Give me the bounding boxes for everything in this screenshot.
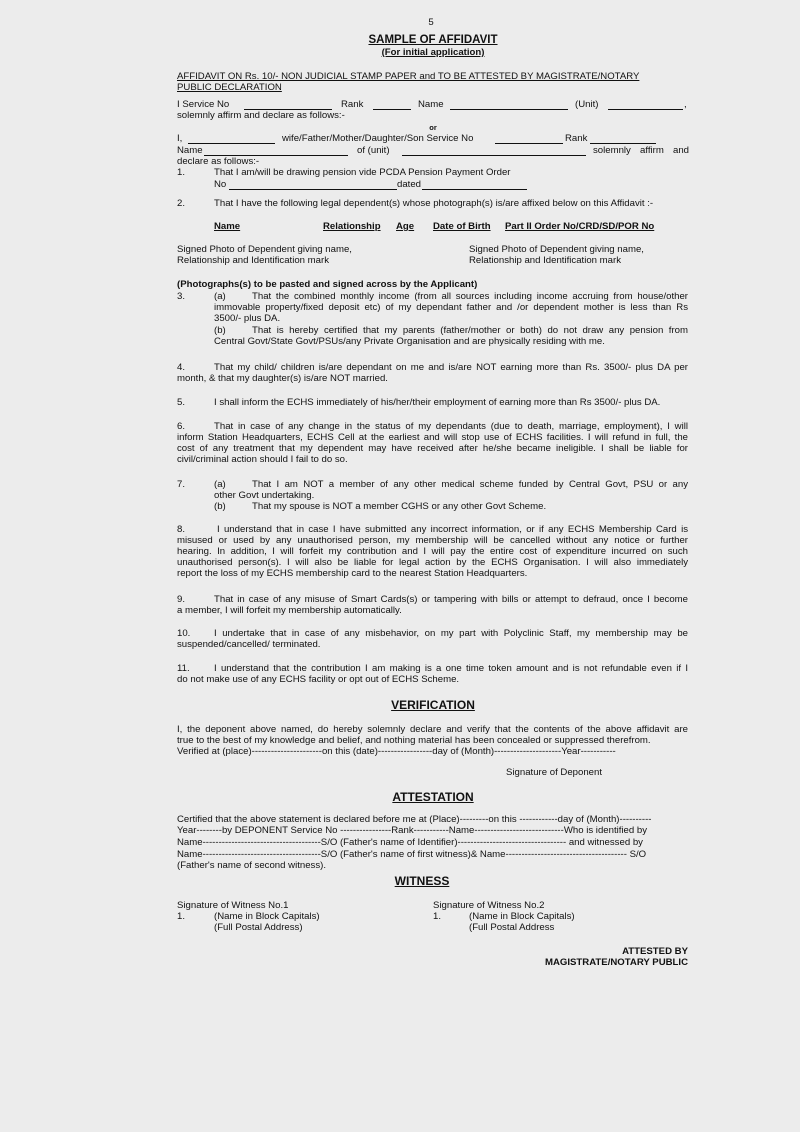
verification-text-2: true to the best of my knowledge and belief, and nothing material has been concealed or suppressed therefrom. (177, 735, 651, 746)
col-header-name: Name (214, 221, 241, 232)
deponent-signature-label: Signature of Deponent (506, 767, 603, 778)
photo-right-caption-1: Signed Photo of Dependent giving name, (469, 244, 644, 255)
attestation-text-4: Name-------------------------------------S/O (Father's name of first witness)& Name-------------------------------------- S/O (177, 849, 647, 860)
para-9-number: 9. (177, 594, 186, 605)
name-label: Name (418, 99, 444, 110)
para-1-number: 1. (177, 167, 186, 178)
verification-text-3: Verified at (place)----------------------on this (date)-----------------day of (Month)---------------------Year----------- (177, 746, 616, 757)
or-separator: or (429, 123, 437, 132)
para-8-text-4: unauthorised person(s). I will also be liable for legal action by the ECHS Organisation. I will also immediately (177, 557, 688, 568)
para-11-text-2: do not make use of any ECHS facility or opt out of ECHS Scheme. (177, 674, 460, 685)
i-label: I, (177, 133, 183, 144)
para-7a-label: (a) (214, 479, 226, 490)
para-4-text-2: month, & that my daughter(s) is/are NOT married. (177, 373, 388, 384)
para-8-number: 8. (177, 524, 186, 535)
para-3a-text-1: That the combined monthly income (from all sources including income accruing from house/other (252, 291, 688, 302)
public-declaration-line: PUBLIC DECLARATION (177, 82, 282, 93)
col-header-dob: Date of Birth (433, 221, 491, 232)
para-4-number: 4. (177, 362, 186, 373)
para-6-text-3: cost of any treatment that my dependent may have received after he/she became ineligible. I shall be liable for (177, 443, 688, 454)
para-9-text-2: a member, I will forfeit my membership automatically. (177, 605, 402, 616)
para-7a-text-1: That I am NOT a member of any other medical scheme funded by Central Govt, PSU or any (252, 479, 688, 490)
photo-right-caption-2: Relationship and Identification mark (469, 255, 621, 266)
of-unit-label: of (unit) (357, 145, 390, 156)
col-header-age: Age (396, 221, 415, 232)
para-3a-text-3: 3500/- plus DA. (214, 313, 281, 324)
photo-left-caption-2: Relationship and Identification mark (177, 255, 329, 266)
comma: , (684, 99, 687, 110)
ppo-dated-label: dated (397, 179, 422, 190)
document-subtitle: (For initial application) (381, 47, 485, 58)
para-3b-label: (b) (214, 325, 226, 336)
name2-label: Name (177, 145, 203, 156)
stamp-paper-line: AFFIDAVIT ON Rs. 10/- NON JUDICIAL STAMP PAPER and TO BE ATTESTED BY MAGISTRATE/NOTARY (177, 71, 640, 82)
para-2-number: 2. (177, 198, 186, 209)
para-4-text-1: That my child/ children is/are dependant on me and is/are NOT earning more than Rs. 3500/- plus DA per (214, 362, 688, 373)
witness-2-address-field: (Full Postal Address (469, 922, 555, 933)
witness-2-number: 1. (433, 911, 442, 922)
of-unit-blank[interactable] (402, 146, 586, 156)
service-no-label: I Service No (177, 99, 230, 110)
rank2-label: Rank (565, 133, 588, 144)
relation-service-no-label: wife/Father/Mother/Daughter/Son Service No (282, 133, 474, 144)
para-10-number: 10. (177, 628, 191, 639)
relation-service-no-blank[interactable] (495, 134, 563, 144)
ppo-dated-blank[interactable] (422, 180, 527, 190)
para-10-text-1: I undertake that in case of any misbehavior, on my part with Polyclinic Staff, my membership may be (214, 628, 688, 639)
rank-label: Rank (341, 99, 364, 110)
para-3a-label: (a) (214, 291, 226, 302)
photo-left-caption-1: Signed Photo of Dependent giving name, (177, 244, 352, 255)
para-6-text-1: That in case of any change in the status of my dependants (due to death, marriage, employment), I will (214, 421, 688, 432)
witness-2-name-field: (Name in Block Capitals) (469, 911, 575, 922)
solemnly-affirm-text: solemnly affirm and declare as follows:- (177, 110, 345, 121)
name-blank[interactable] (450, 100, 568, 110)
para-5-text: I shall inform the ECHS immediately of his/her/their employment of earning more than Rs 3500/- plus DA. (214, 397, 661, 408)
solemnly-affirm-and: solemnly affirm and (593, 145, 689, 156)
witness-1-name-field: (Name in Block Capitals) (214, 911, 320, 922)
para-6-text-4: civil/criminal action should I fail to do so. (177, 454, 348, 465)
name2-blank[interactable] (204, 146, 348, 156)
para-11-text-1: I understand that the contribution I am making is a one time token amount and is not refundable even if I (214, 663, 688, 674)
ppo-no-label: No (214, 179, 227, 190)
para-2-text: That I have the following legal dependent(s) whose photograph(s) is/are affixed below on this Affidavit :- (214, 198, 654, 209)
para-3b-text-1: That is hereby certified that my parents (father/mother or both) do not draw any pension from (252, 325, 688, 336)
unit-label: (Unit) (575, 99, 599, 110)
para-3b-text-2: Central Govt/State Govt/PSUs/any Private Organisation and are physically residing with me. (214, 336, 605, 347)
col-header-part-ii-order: Part II Order No/CRD/SD/POR No (505, 221, 655, 232)
verification-text-1: I, the deponent above named, do hereby solemnly declare and verify that the contents of the above affidavit are (177, 724, 688, 735)
para-9-text-1: That in case of any misuse of Smart Cards(s) or tampering with bills or attempt to defraud, once I become (214, 594, 688, 605)
para-1-text: That I am/will be drawing pension vide PCDA Pension Payment Order (214, 167, 511, 178)
photographs-note: (Photographs(s) to be pasted and signed across by the Applicant) (177, 279, 478, 290)
para-6-number: 6. (177, 421, 186, 432)
witness-1-address-field: (Full Postal Address) (214, 922, 303, 933)
document-title: SAMPLE OF AFFIDAVIT (368, 34, 498, 46)
para-8-text-3: hearing. In addition, I will forfeit my contribution and I will pay the entire cost of expenditure incurred on such (177, 546, 688, 557)
magistrate-notary-label: MAGISTRATE/NOTARY PUBLIC (544, 957, 688, 968)
para-7a-text-2: other Govt undertaking. (214, 490, 315, 501)
witness-1-number: 1. (177, 911, 186, 922)
attestation-text-1: Certified that the above statement is declared before me at (Place)---------on this ------------day of (Month)---------- (177, 814, 652, 825)
attested-by-label: ATTESTED BY (622, 946, 688, 957)
para-7b-text: That my spouse is NOT a member CGHS or any other Govt Scheme. (252, 501, 547, 512)
applicant-name-blank[interactable] (188, 134, 275, 144)
attestation-heading: ATTESTATION (392, 790, 474, 804)
witness-2-title: Signature of Witness No.2 (433, 900, 545, 911)
ppo-no-blank[interactable] (229, 180, 397, 190)
para-5-number: 5. (177, 397, 186, 408)
para-10-text-2: suspended/cancelled/ terminated. (177, 639, 321, 650)
unit-blank[interactable] (608, 100, 683, 110)
col-header-relationship: Relationship (323, 221, 381, 232)
para-7b-label: (b) (214, 501, 226, 512)
para-8-text-2: misused or used by any unauthorised person, my membership will be cancelled without any notice or further (177, 535, 688, 546)
rank-blank[interactable] (373, 100, 411, 110)
service-no-blank[interactable] (244, 100, 332, 110)
witness-heading: WITNESS (394, 874, 450, 888)
para-6-text-2: inform Station Headquarters, ECHS Cell at the earliest and will stop use of ECHS facilities. I will refund in full, the (177, 432, 688, 443)
witness-1-title: Signature of Witness No.1 (177, 900, 289, 911)
rank2-blank[interactable] (590, 134, 656, 144)
attestation-text-5: (Father's name of second witness). (177, 860, 326, 871)
attestation-text-2: Year--------by DEPONENT Service No ----------------Rank-----------Name----------------------------Who is identified by (177, 825, 648, 836)
para-8-text-1: I understand that in case I have submitted any incorrect information, or if any ECHS Membership Card is (217, 524, 688, 535)
para-3a-text-2: immovable property/fixed deposit etc) of my dependant father and /or dependent mother is less than Rs (214, 302, 688, 313)
para-3-number: 3. (177, 291, 186, 302)
para-7-number: 7. (177, 479, 186, 490)
page-number: 5 (428, 17, 434, 28)
verification-heading: VERIFICATION (391, 698, 475, 712)
para-11-number: 11. (177, 663, 190, 674)
attestation-text-3: Name-------------------------------------S/O (Father's name of Identifier)---------------------------------- and witnessed by (177, 837, 643, 848)
declare-as-follows: declare as follows:- (177, 156, 260, 167)
para-8-text-5: report the loss of my ECHS membership card to the nearest Station Headquarters. (177, 568, 528, 579)
